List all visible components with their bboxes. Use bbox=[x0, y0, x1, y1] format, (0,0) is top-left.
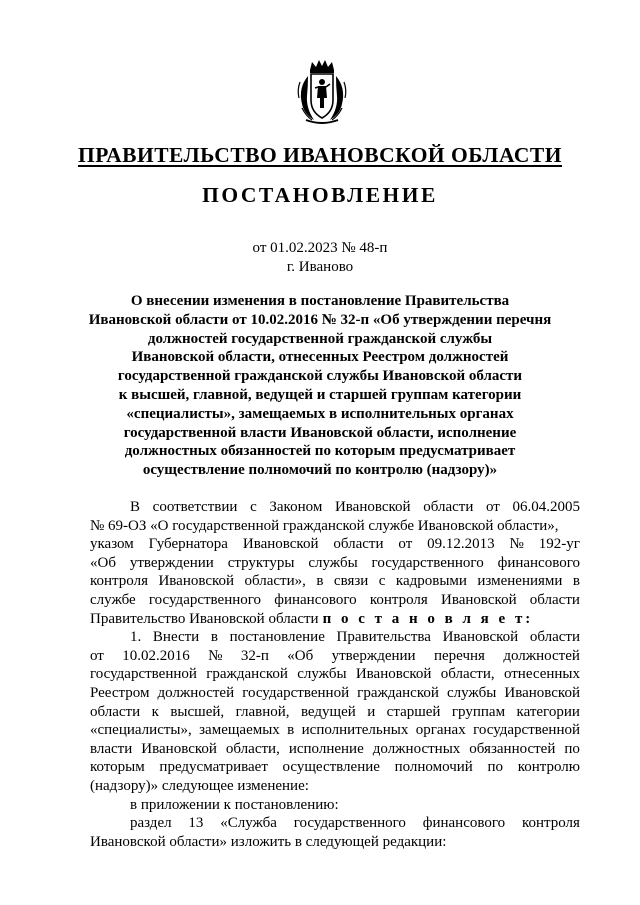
word: «Об bbox=[287, 647, 314, 664]
word: по bbox=[487, 759, 504, 776]
word: государственной bbox=[242, 684, 350, 701]
word: государственного bbox=[148, 591, 262, 608]
word: Ивановской bbox=[442, 629, 519, 646]
word: 13 bbox=[188, 815, 204, 832]
word: в bbox=[210, 629, 218, 646]
word: Ивановской bbox=[242, 536, 319, 553]
word: от bbox=[398, 536, 413, 553]
title-line: «специалисты», замещаемых в исполнительных органах bbox=[126, 405, 514, 422]
word: финансового bbox=[422, 815, 506, 832]
word: области bbox=[333, 536, 384, 553]
word: государственного bbox=[371, 554, 484, 571]
city-line: г. Иваново bbox=[286, 259, 354, 275]
word: перечня bbox=[433, 647, 485, 664]
word: исполнительных bbox=[301, 722, 409, 739]
body-line bbox=[90, 591, 580, 610]
word: с bbox=[378, 573, 386, 590]
word: 10.02.2016 bbox=[122, 647, 190, 664]
word: Ивановской bbox=[504, 684, 580, 701]
line-text: Ивановской области» изложить в следующей редакции: bbox=[90, 833, 447, 850]
word: контроля bbox=[521, 815, 580, 832]
word: кадровыми bbox=[395, 573, 467, 590]
body-line bbox=[90, 665, 580, 684]
word: в bbox=[287, 722, 295, 739]
word: финансового bbox=[274, 591, 357, 608]
body-line bbox=[90, 684, 580, 703]
word: Законом bbox=[269, 499, 323, 515]
line-text: в приложении к постановлению: bbox=[130, 796, 339, 813]
word: соответствии bbox=[152, 499, 238, 515]
word: службы bbox=[308, 554, 358, 571]
word: исполнение bbox=[288, 740, 364, 757]
body-line bbox=[90, 703, 580, 722]
title-line: должностей государственной гражданской службы bbox=[147, 330, 493, 347]
word: утверждении bbox=[331, 647, 416, 664]
body-line bbox=[90, 777, 580, 796]
word: «Служба bbox=[220, 815, 277, 832]
word: в bbox=[572, 573, 580, 590]
body-line bbox=[90, 498, 580, 517]
body-line bbox=[90, 647, 580, 666]
word: должностных bbox=[372, 740, 461, 757]
word: области bbox=[423, 499, 474, 515]
word: указом bbox=[90, 536, 134, 553]
word: к bbox=[151, 703, 159, 720]
word: области, bbox=[225, 740, 280, 757]
coat-of-arms-icon bbox=[296, 58, 348, 126]
word: замещаемых bbox=[199, 722, 280, 739]
title-line: к высшей, главной, ведущей и старшей группам категории bbox=[118, 386, 522, 403]
word: предусматривает bbox=[159, 759, 268, 776]
document-title bbox=[80, 292, 560, 480]
word: и bbox=[367, 703, 376, 720]
word: отнесенных bbox=[503, 666, 580, 683]
word: органах bbox=[415, 722, 466, 739]
word: Ивановской bbox=[158, 573, 235, 590]
body-line bbox=[90, 758, 580, 777]
word: от bbox=[90, 647, 104, 664]
word: должностей bbox=[157, 684, 235, 701]
document-type-heading: ПОСТАНОВЛЕНИЕ bbox=[202, 183, 438, 207]
word: государственного bbox=[293, 815, 406, 832]
body-line bbox=[90, 721, 580, 740]
word: контроля bbox=[369, 591, 428, 608]
word: Внести bbox=[152, 629, 200, 646]
word: области bbox=[529, 629, 580, 646]
word: 32-п bbox=[240, 647, 269, 664]
word: полномочий bbox=[394, 759, 473, 776]
word: ведущей bbox=[300, 703, 356, 720]
word: службы bbox=[297, 666, 347, 683]
word: службе bbox=[90, 591, 136, 608]
resolves-verb: п о с т а н о в л я е т: bbox=[322, 610, 534, 627]
document-body bbox=[90, 498, 580, 851]
word: «Об bbox=[90, 554, 116, 571]
word: Ивановской bbox=[141, 740, 217, 757]
word: «специалисты», bbox=[90, 722, 192, 739]
title-line: государственной власти Ивановской области, исполнение bbox=[123, 424, 517, 441]
title-line: О внесении изменения в постановление Правительства bbox=[130, 293, 510, 309]
title-line: осуществление полномочий по контролю (надзору)» bbox=[142, 462, 498, 479]
word: государственной bbox=[90, 666, 197, 683]
word: гражданской bbox=[206, 666, 288, 683]
word: утверждении bbox=[129, 554, 214, 571]
body-line bbox=[90, 740, 580, 759]
body-line bbox=[90, 572, 580, 591]
word: высшей, bbox=[170, 703, 225, 720]
body-line bbox=[90, 610, 580, 629]
word: по bbox=[564, 740, 580, 757]
word: 192-уг bbox=[538, 536, 580, 553]
word: области bbox=[90, 703, 141, 720]
word: в bbox=[316, 573, 324, 590]
authority-heading: ПРАВИТЕЛЬСТВО ИВАНОВСКОЙ ОБЛАСТИ bbox=[78, 143, 562, 167]
body-line bbox=[90, 796, 580, 815]
word: 1. bbox=[130, 629, 142, 646]
word: старшей bbox=[386, 703, 441, 720]
body-line bbox=[90, 554, 580, 573]
word: структуры bbox=[227, 554, 295, 571]
word: изменениями bbox=[477, 573, 563, 590]
line-text: Правительство Ивановской области bbox=[90, 610, 319, 627]
word: 06.04.2005 bbox=[512, 499, 580, 515]
body-line bbox=[90, 517, 580, 536]
title-line: Ивановской области, отнесенных Реестром должностей bbox=[131, 349, 509, 366]
word: обязанностей bbox=[469, 740, 556, 757]
word: 09.12.2013 bbox=[427, 536, 495, 553]
word: гражданской bbox=[357, 684, 439, 701]
word: № bbox=[208, 647, 223, 664]
title-line: государственной гражданской службы Ивановской области bbox=[117, 368, 523, 385]
word: области», bbox=[244, 573, 306, 590]
word: области bbox=[529, 591, 580, 608]
word: с bbox=[250, 499, 257, 515]
word: которым bbox=[90, 759, 145, 776]
body-line bbox=[90, 833, 580, 852]
word: раздел bbox=[130, 815, 172, 832]
word: области, bbox=[440, 666, 495, 683]
word: постановление bbox=[229, 629, 325, 646]
word: государственной bbox=[473, 722, 580, 739]
word: Реестром bbox=[90, 684, 150, 701]
word: контроля bbox=[90, 573, 148, 590]
body-line bbox=[90, 814, 580, 833]
body-line bbox=[90, 628, 580, 647]
word: связи bbox=[333, 573, 369, 590]
word: Ивановской bbox=[334, 499, 411, 515]
word: власти bbox=[90, 740, 133, 757]
word: категории bbox=[516, 703, 580, 720]
word: № bbox=[509, 536, 524, 553]
word: Губернатора bbox=[148, 536, 228, 553]
word: от bbox=[486, 499, 500, 515]
word: № 69-ОЗ «О государственной гражданской службе Ивановской области», bbox=[90, 517, 559, 534]
word: должностей bbox=[503, 647, 580, 664]
body-line bbox=[90, 535, 580, 554]
word: В bbox=[130, 499, 141, 515]
word: Ивановской bbox=[440, 591, 517, 608]
word: Правительства bbox=[336, 629, 431, 646]
word: Ивановской bbox=[355, 666, 432, 683]
word: осуществление bbox=[282, 759, 380, 776]
word: службы bbox=[446, 684, 497, 701]
word: финансового bbox=[497, 554, 580, 571]
word: главной, bbox=[235, 703, 290, 720]
title-line: Ивановской области от 10.02.2016 № 32-п «Об утверждении перечня bbox=[88, 311, 552, 328]
title-line: должностных обязанностей по которым предусматривает bbox=[124, 443, 516, 460]
word: контролю bbox=[517, 759, 580, 776]
word: группам bbox=[451, 703, 506, 720]
line-text: (надзору)» следующее изменение: bbox=[90, 777, 309, 794]
date-number-line: от 01.02.2023 № 48-п bbox=[252, 240, 388, 256]
